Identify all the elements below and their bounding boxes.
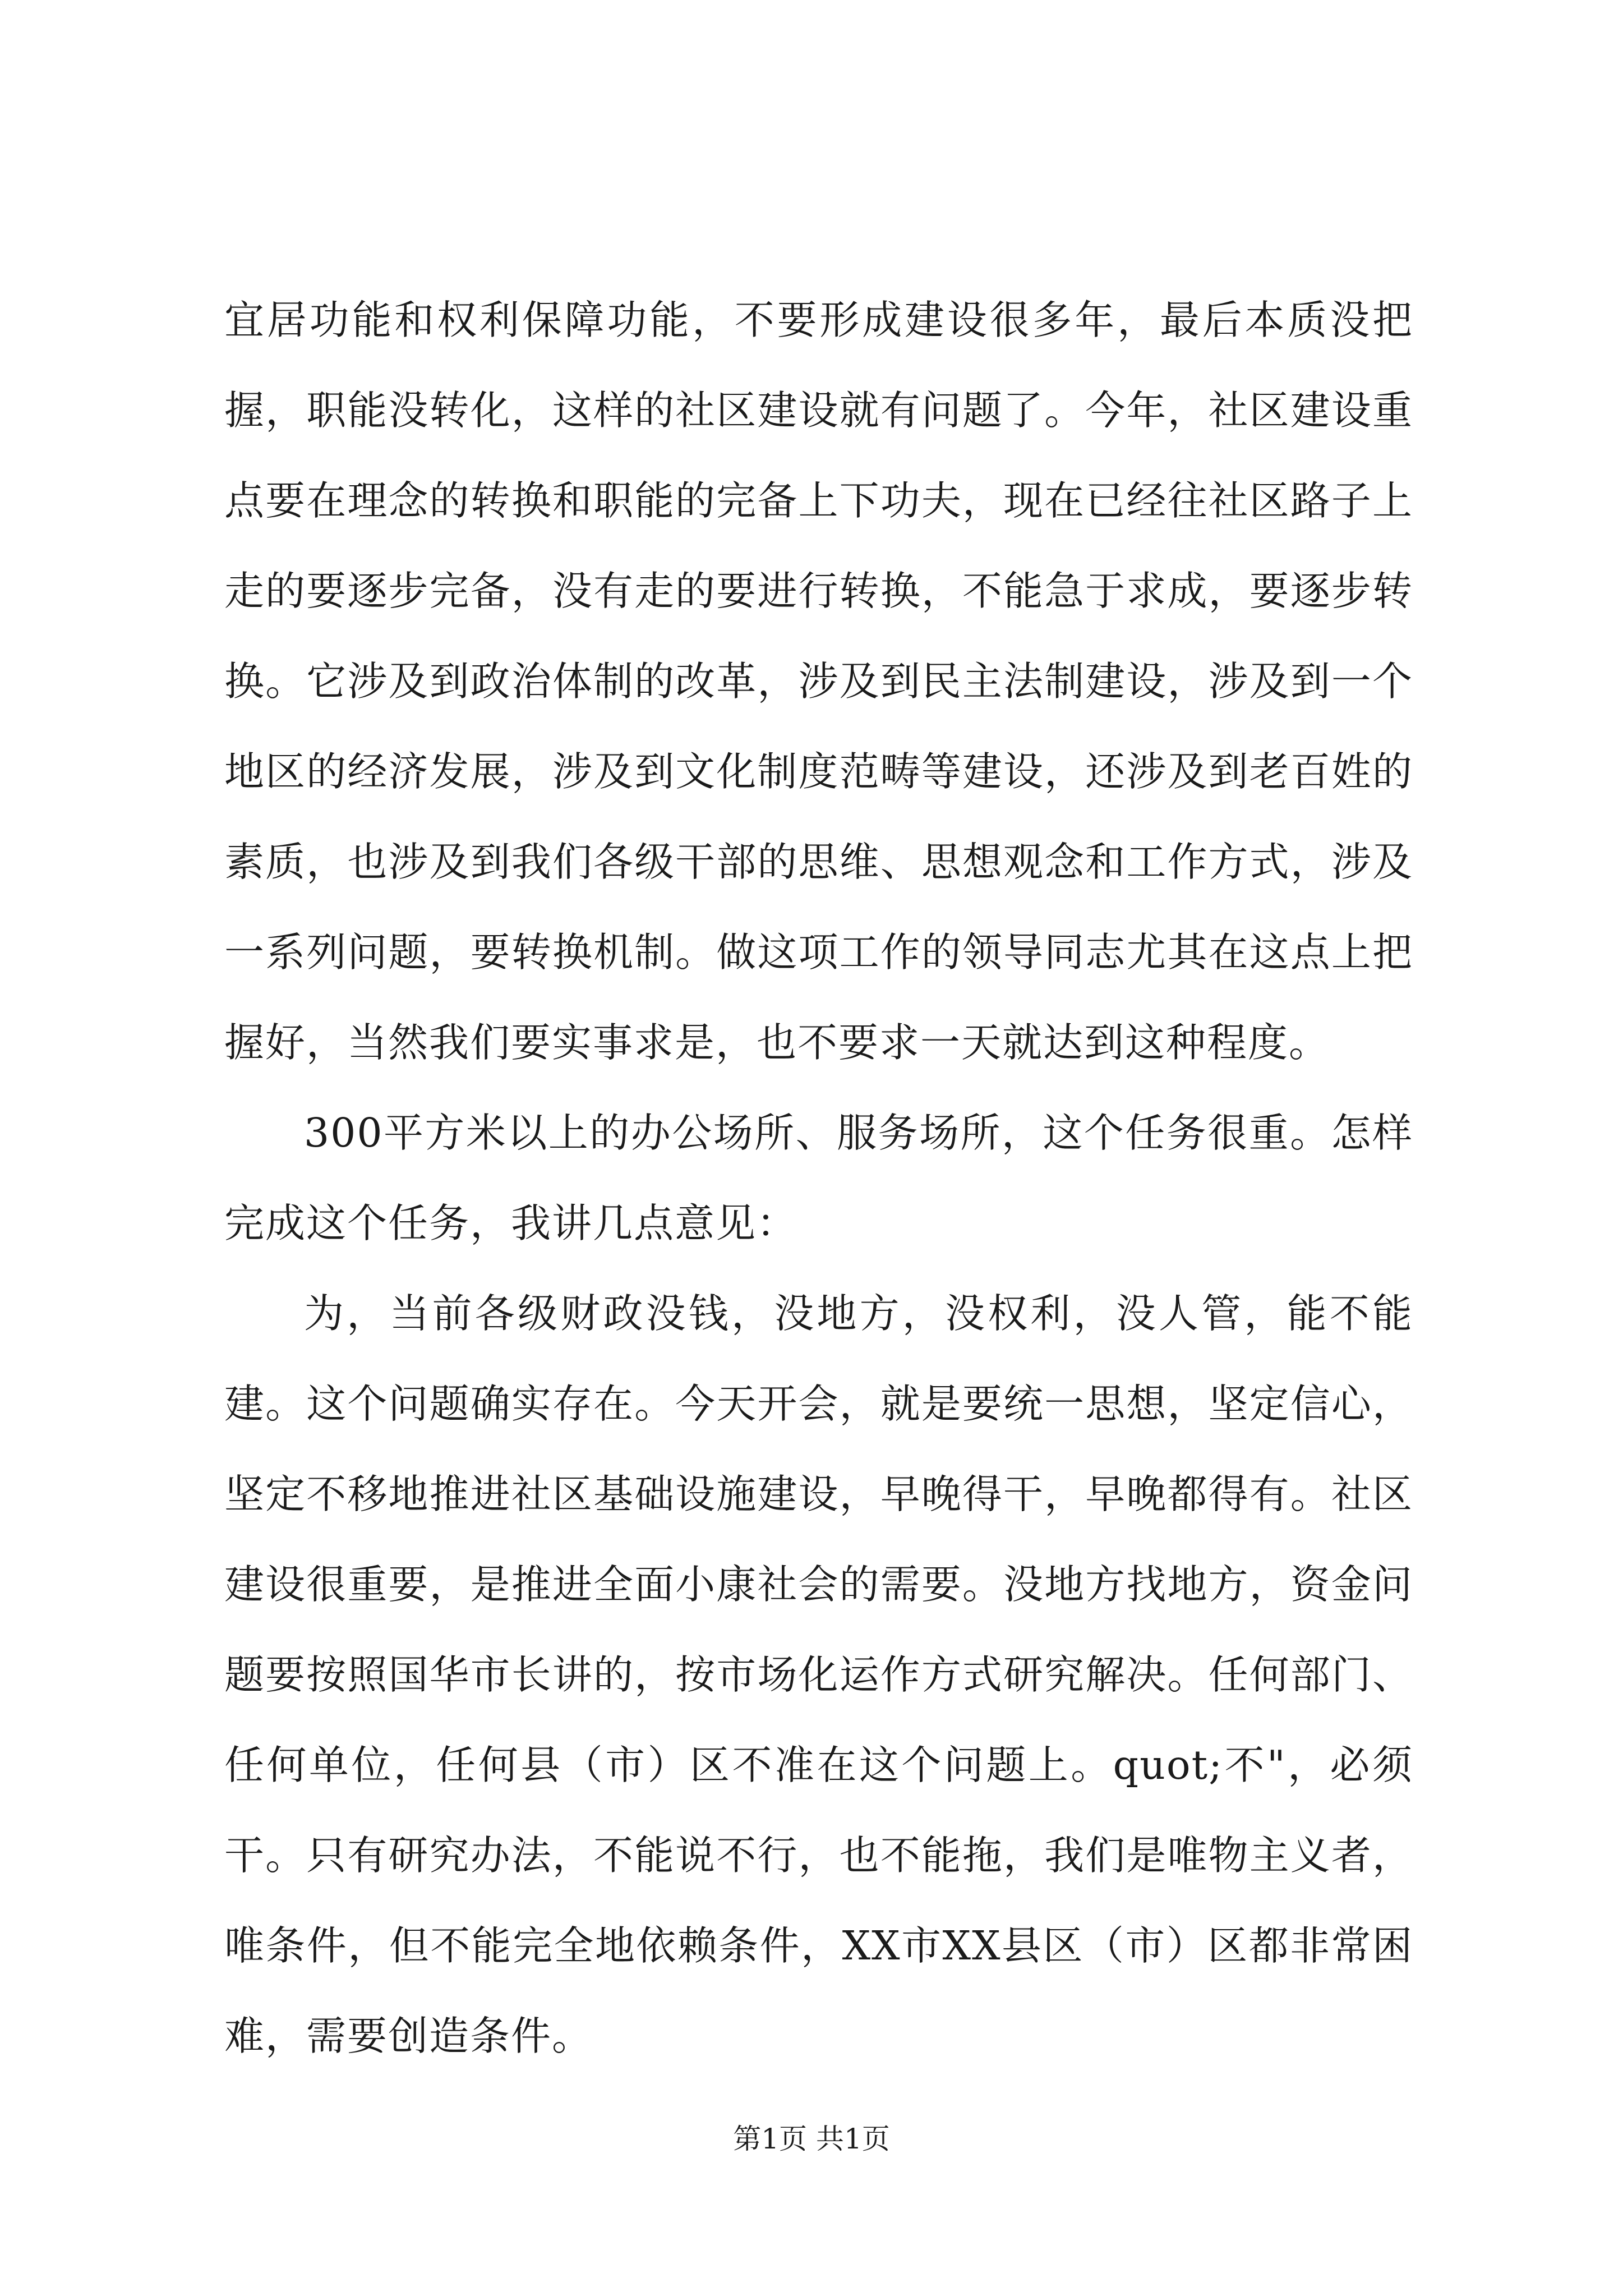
document-body [224, 275, 1413, 2081]
paragraph-2: 300平方米以上的办公场所、服务场所，这个任务很重。怎样完成这个任务，我讲几点意见： [224, 1110, 1413, 1246]
paragraph-3: 为，当前各级财政没钱，没地方，没权利，没人管，能不能建。这个问题确实存在。今天开会，就是要统一思想，坚定信心，坚定不移地推进社区基础设施建设，早晚得干，早晚都得有。社区建设很重要，是推进全面小康社会的需要。没地方找地方，资金问题要按照国华市长讲的，按市场化运作方式研究解决。任何部门、任何单位，任何县（市）区不准在这个问题上。quot;不"，必须干。只有研究办法，不能说不行，也不能拖，我们是唯物主义者，唯条件，但不能完全地依赖条件，XX市XX县区（市）区都非常困难，需要创造条件。 [224, 1290, 1413, 2059]
page-footer [0, 2119, 1623, 2159]
page-number-label: 第1页 共1页 [733, 2123, 890, 2155]
paragraph-1: 宜居功能和权利保障功能，不要形成建设很多年，最后本质没把握，职能没转化，这样的社区建设就有问题了。今年，社区建设重点要在理念的转换和职能的完备上下功夫，现在已经往社区路子上走的要逐步完备，没有走的要进行转换，不能急于求成，要逐步转换。它涉及到政治体制的改革，涉及到民主法制建设，涉及到一个地区的经济发展，涉及到文化制度范畴等建设，还涉及到老百姓的素质，也涉及到我们各级干部的思维、思想观念和工作方式，涉及一系列问题，要转换机制。做这项工作的领导同志尤其在这点上把握好，当然我们要实事求是，也不要求一天就达到这种程度。 [224, 297, 1413, 1066]
